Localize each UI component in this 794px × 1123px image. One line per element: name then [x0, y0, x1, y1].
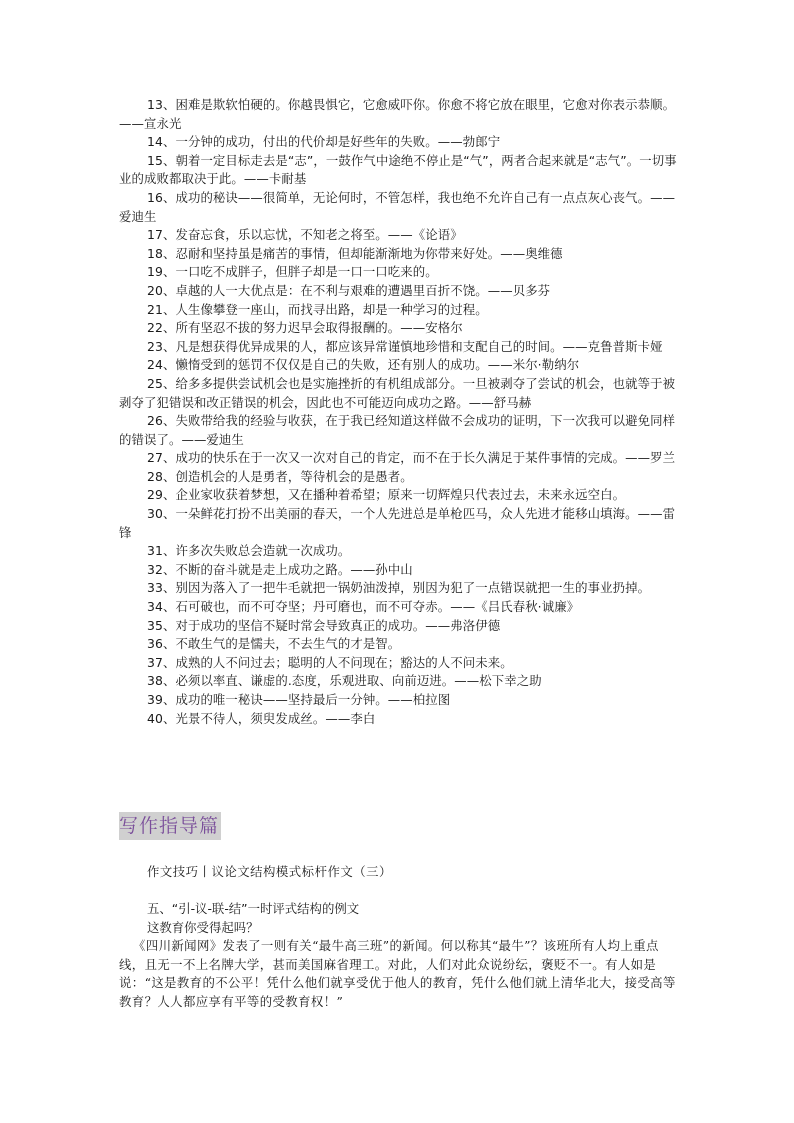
quote-item: 38、必须以率直、谦虚的.态度，乐观进取、向前迈进。——松下幸之助	[147, 673, 542, 689]
quote-item: 25、给多多提供尝试机会也是实施挫折的有机组成部分。一旦被剥夺了尝试的机会，也就等于被剥夺了犯错误和改正错误的机会，因此也不可能迈向成功之路。——舒马赫	[119, 375, 676, 410]
quote-item: 19、一口吃不成胖子，但胖子却是一口一口吃来的。	[147, 264, 438, 280]
quote-item: 32、不断的奋斗就是走上成功之路。——孙中山	[147, 561, 413, 577]
quote-item: 14、一分钟的成功，付出的代价却是好些年的失败。——勃郎宁	[147, 134, 501, 150]
quote-item: 21、人生像攀登一座山，而找寻出路，却是一种学习的过程。	[147, 301, 488, 317]
quote-item: 26、失败带给我的经验与收获，在于我已经知道这样做不会成功的证明，下一次我可以避免同样的错误了。——爱迪生	[119, 413, 676, 447]
sub-heading: 五、“引-议-联-结”一时评式结构的例文	[147, 901, 360, 916]
essay-title: 这教育你受得起吗？	[147, 919, 259, 935]
quote-item: 36、不敢生气的是懦夫，不去生气的才是智。	[147, 636, 401, 652]
quote-item: 24、懒惰受到的惩罚不仅仅是自己的失败，还有别人的成功。——米尔·勒纳尔	[147, 357, 580, 373]
quote-item: 31、许多次失败总会造就一次成功。	[147, 543, 351, 559]
quote-item: 20、卓越的人一大优点是：在不利与艰难的遭遇里百折不饶。——贝多芬	[147, 282, 551, 298]
quote-item: 33、别因为落入了一把牛毛就把一锅奶油泼掉，别因为犯了一点错误就把一生的事业扔掉。	[147, 580, 651, 596]
section-heading: 写作指导篇	[119, 812, 221, 840]
quote-item: 40、光景不待人，须臾发成丝。——李白	[147, 710, 376, 726]
quote-item: 39、成功的唯一秘诀——坚持最后一分钟。——柏拉图	[147, 692, 451, 707]
quote-item: 18、忍耐和坚持虽是痛苦的事情，但却能渐渐地为你带来好处。——奥维德	[147, 245, 563, 261]
quote-item: 30、一朵鲜花打扮不出美丽的春天，一个人先进总是单枪匹马，众人先进才能移山填海。——雷锋	[119, 506, 676, 540]
quote-item: 27、成功的快乐在于一次又一次对自己的肯定，而不在于长久满足于某件事情的完成。——罗兰	[147, 450, 676, 466]
quote-item: 23、凡是想获得优异成果的人，都应该异常谨慎地珍惜和支配自己的时间。——克鲁普斯卡娅	[147, 338, 663, 354]
quote-item: 22、所有坚忍不拔的努力迟早会取得报酬的。——安格尔	[147, 320, 463, 336]
quote-item: 13、困难是欺软怕硬的。你越畏惧它，它愈威吓你。你愈不将它放在眼里，它愈对你表示恭顺。——宣永光	[119, 97, 676, 131]
essay-paragraph: 《四川新闻网》发表了一则有关“最牛高三班”的新闻。何以称其“最牛”？该班所有人均上重点线，且无一不上名牌大学，甚而美国麻省理工。对此，人们对此众说纷纭，褒贬不一。有人如是说：“这是教育的不公平！凭什么他们就享受优于他人的教育，凭什么他们就上清华北大，接受高等教育？人人都应享有平等的受教育权！”	[119, 938, 676, 1009]
quote-item: 37、成熟的人不问过去；聪明的人不问现在；豁达的人不问未来。	[147, 654, 513, 670]
quote-item: 15、朝着一定目标走去是“志”，一鼓作气中途绝不停止是“气”，两者合起来就是“志气”。一切事业的成败都取决于此。——卡耐基	[119, 152, 677, 187]
quote-list	[119, 96, 679, 728]
quote-item: 34、石可破也，而不可夺坚；丹可磨也，而不可夺赤。——《吕氏春秋·诚廉》	[147, 599, 580, 615]
quote-item: 29、企业家收获着梦想，又在播种着希望；原来一切辉煌只代表过去，未来永远空白。	[147, 487, 626, 503]
article-title: 作文技巧丨议论文结构模式标杆作文（三）	[147, 864, 392, 879]
quote-item: 28、创造机会的人是勇者，等待机会的是愚者。	[147, 468, 413, 484]
quote-item: 17、发奋忘食，乐以忘忧，不知老之将至。——《论语》	[147, 227, 463, 243]
article-body	[119, 900, 679, 1012]
quote-item: 16、成功的秘诀——很简单，无论何时，不管怎样，我也绝不允许自己有一点点灰心丧气。——爱迪生	[119, 189, 676, 224]
quote-item: 35、对于成功的坚信不疑时常会导致真正的成功。——弗洛伊德	[147, 617, 501, 633]
